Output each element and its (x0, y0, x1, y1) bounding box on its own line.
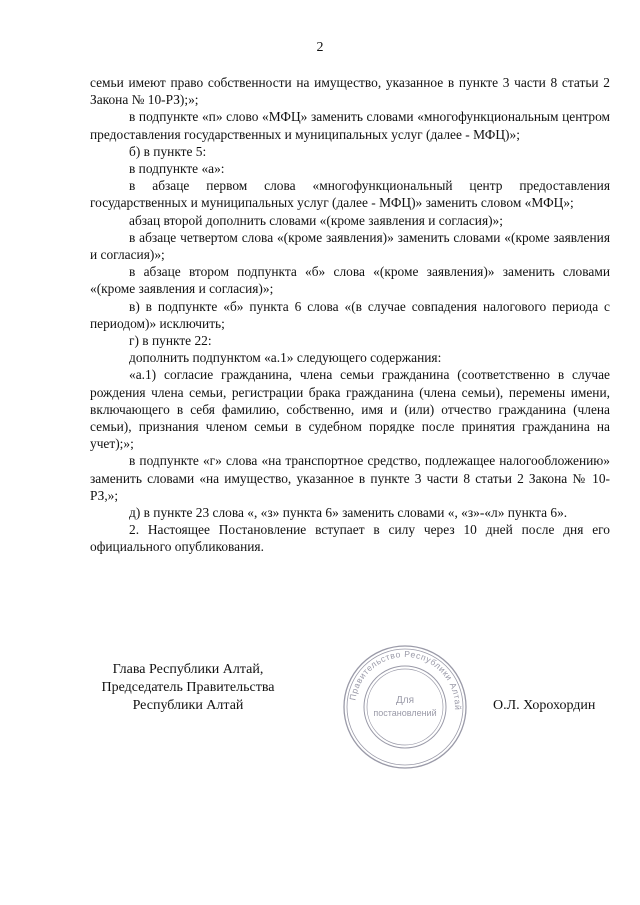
seal-inner-line-1: Для (395, 695, 415, 706)
official-seal (341, 643, 469, 771)
paragraph: 2. Настоящее Постановление вступает в силу через 10 дней после дня его официального опубликования. (90, 522, 610, 555)
paragraph: в абзаце втором подпункта «б» слова «(кроме заявления)» заменить словами «(кроме заявления и согласия)»; (90, 264, 610, 297)
document-body (90, 74, 610, 556)
paragraph: в) в подпункте «б» пункта 6 слова «(в случае совпадения налогового периода с периодом)» исключить; (90, 298, 610, 331)
paragraph: «а.1) согласие гражданина, члена семьи гражданина (соответственно в случае рождения члена семьи, регистрации брака гражданина (члена семьи), перемены имени, включающего в себя фамилию, собственно, имя и (или) отчество гражданина (члена семьи), признания членом семьи в судебном порядке после принятия гражданина на учет);»; (90, 367, 610, 452)
seal-inner-line-2: постановлений (373, 708, 437, 718)
paragraph: в подпункте «г» слова «на транспортное средство, подлежащее налогообложению» заменить словами «на имущество, указанное в пункте 3 части 8 статьи 2 Закона № 10-РЗ,»; (90, 453, 610, 503)
paragraph: дополнить подпунктом «а.1» следующего содержания: (129, 350, 442, 366)
signatory-title (88, 661, 288, 715)
paragraph: семьи имеют право собственности на имущество, указанное в пункте 3 части 8 статьи 2 Закона № 10-РЗ);»; (90, 75, 610, 108)
paragraph: абзац второй дополнить словами «(кроме заявления и согласия)»; (129, 212, 503, 228)
paragraph: д) в пункте 23 слова «, «з» пункта 6» заменить словами «, «з»-«л» пункта 6». (129, 505, 568, 521)
signatory-title-line-2: Председатель Правительства (101, 680, 275, 695)
signatory-title-line-1: Глава Республики Алтай, (112, 662, 264, 677)
paragraph: г) в пункте 22: (129, 333, 212, 349)
paragraph: б) в пункте 5: (129, 143, 207, 159)
signatory-title-line-3: Республики Алтай (132, 698, 244, 713)
seal-graphic (341, 643, 469, 771)
seal-ring-text: Правительство Республики Алтай (347, 648, 464, 711)
paragraph: в подпункте «п» слово «МФЦ» заменить словами «многофункциональным центром предоставления государственных и муниципальных услуг (далее - МФЦ)»; (90, 109, 610, 142)
paragraph: в абзаце четвертом слова «(кроме заявления)» заменить словами «(кроме заявления и согласия)»; (90, 229, 610, 263)
paragraph: в подпункте «а»: (129, 161, 225, 177)
signatory-name: О.Л. Хорохордин (493, 698, 596, 713)
page-number: 2 (316, 40, 324, 55)
paragraph: в абзаце первом слова «многофункциональный центр предоставления государственных и муниципальных услуг (далее - МФЦ)» заменить словом «МФЦ»; (90, 178, 610, 211)
